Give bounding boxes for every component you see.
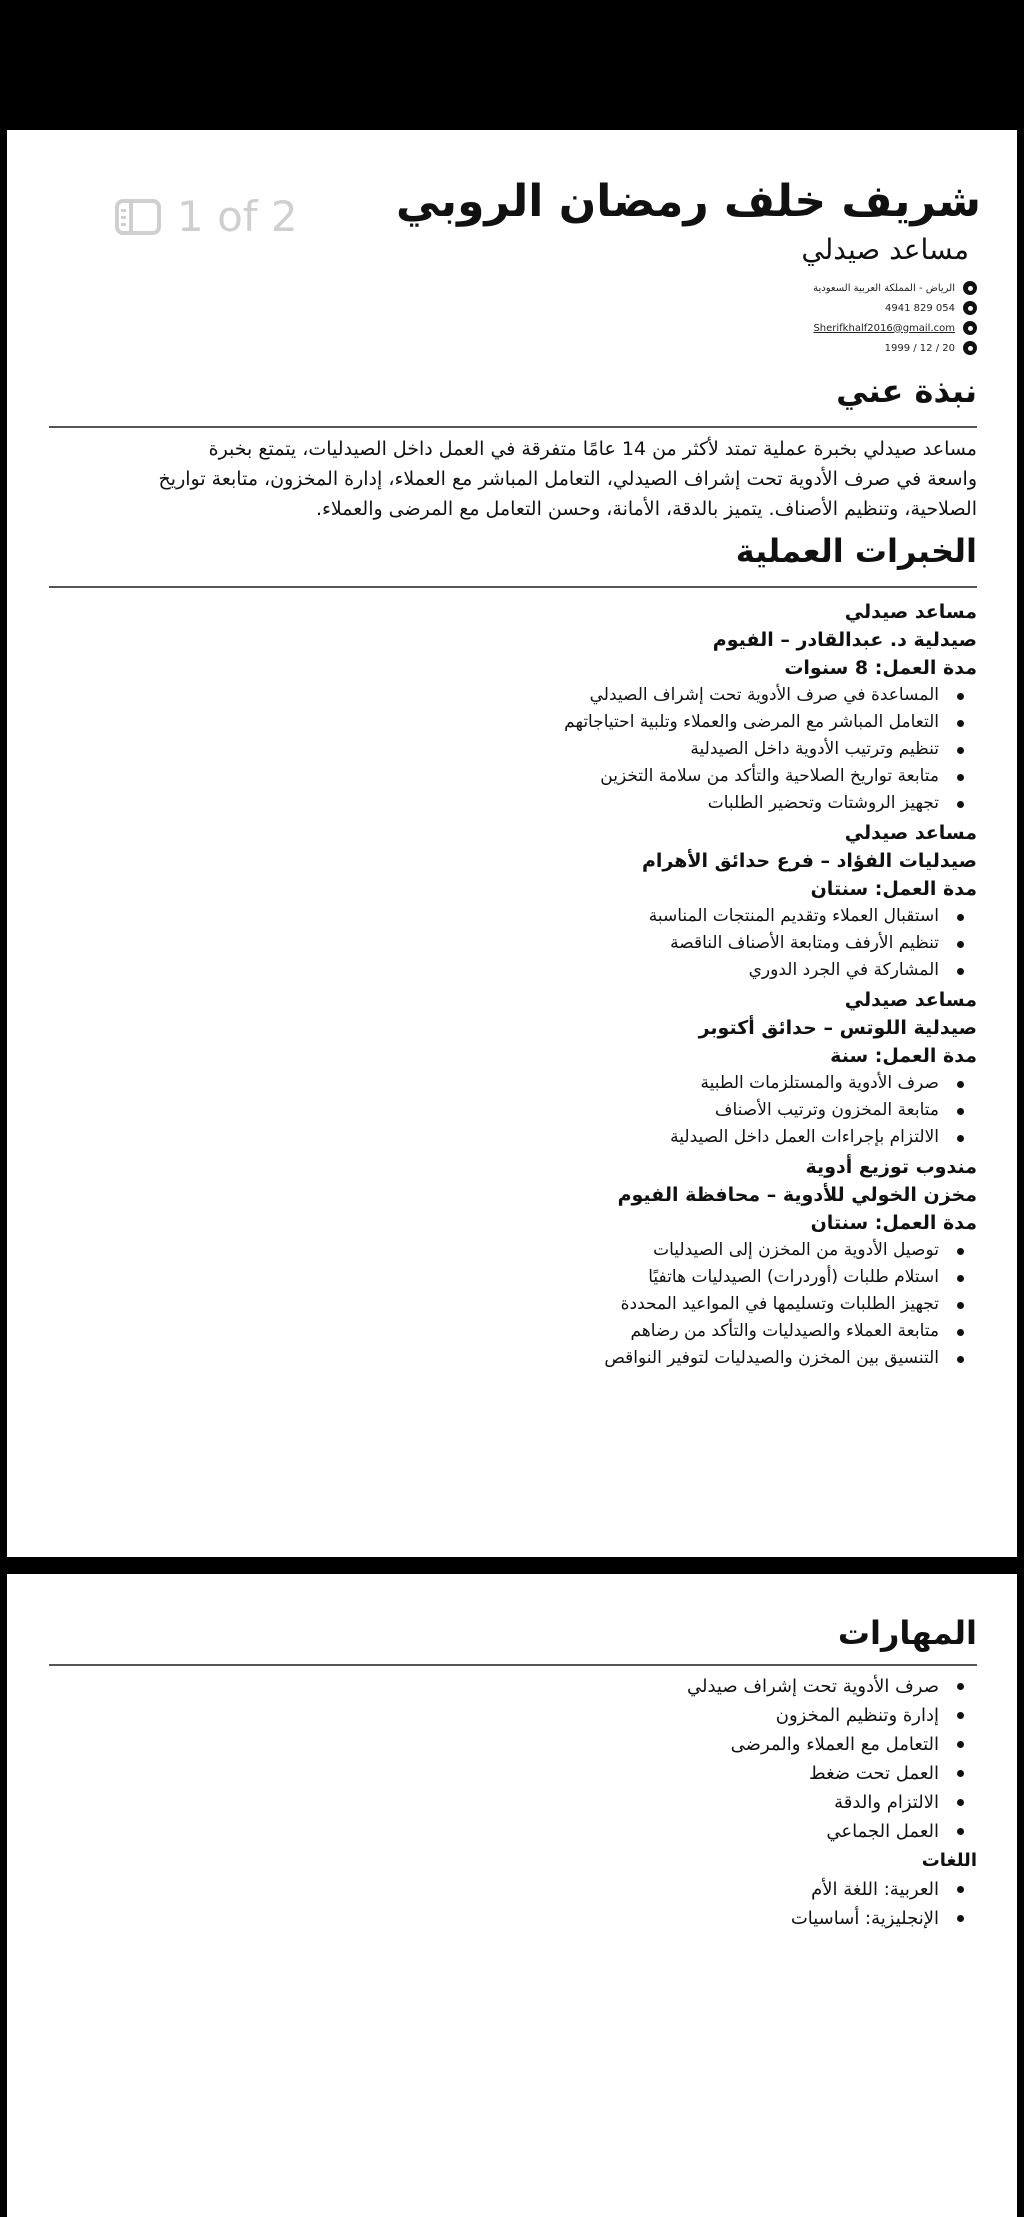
- skills-divider: [49, 1664, 977, 1666]
- contact-birthdate: [813, 338, 977, 358]
- languages-list: [77, 1875, 977, 1933]
- contact-birthdate-text: 20 / 12 / 1999: [884, 342, 955, 354]
- job-entry: [77, 819, 977, 984]
- job-place: صيدلية اللوتس – حدائق أكتوبر: [698, 1017, 977, 1039]
- job-place: مخزن الخولي للأدوية – محافظة الفيوم: [617, 1184, 977, 1206]
- list-item: العربية: اللغة الأم: [77, 1875, 939, 1904]
- calendar-icon: [963, 341, 977, 355]
- list-item: متابعة العملاء والصيدليات والتأكد من رضاهم: [77, 1318, 939, 1345]
- list-item: العمل الجماعي: [77, 1817, 939, 1846]
- skills-section: [77, 1672, 977, 1933]
- experience-list: [77, 598, 977, 1374]
- job-tasks: [77, 682, 977, 817]
- candidate-name: شريف خلف رمضان الروبي: [396, 176, 981, 227]
- list-item: العمل تحت ضغط: [77, 1759, 939, 1788]
- list-item: التعامل المباشر مع المرضى والعملاء وتلبية احتياجاتهم: [77, 709, 939, 736]
- list-item: صرف الأدوية والمستلزمات الطبية: [77, 1070, 939, 1097]
- list-item: تنظيم وترتيب الأدوية داخل الصيدلية: [77, 736, 939, 763]
- resume-page-2: [7, 1574, 1017, 2217]
- experience-divider: [49, 586, 977, 588]
- list-item: متابعة المخزون وترتيب الأصناف: [77, 1097, 939, 1124]
- list-item: المشاركة في الجرد الدوري: [77, 957, 939, 984]
- page-indicator-label: 1 of 2: [177, 192, 298, 241]
- job-duration: مدة العمل: 8 سنوات: [784, 657, 977, 679]
- job-role: مساعد صيدلي: [844, 822, 977, 844]
- job-place: صيدليات الفؤاد – فرع حدائق الأهرام: [641, 850, 977, 872]
- location-icon: [963, 281, 977, 295]
- list-item: الالتزام بإجراءات العمل داخل الصيدلية: [77, 1124, 939, 1151]
- job-entry: [77, 986, 977, 1151]
- job-duration: مدة العمل: سنتان: [810, 878, 977, 900]
- job-tasks: [77, 903, 977, 984]
- job-entry: [77, 598, 977, 817]
- skills-heading: المهارات: [837, 1614, 977, 1652]
- list-item: إدارة وتنظيم المخزون: [77, 1701, 939, 1730]
- candidate-title: مساعد صيدلي: [801, 233, 969, 266]
- job-duration: مدة العمل: سنتان: [810, 1212, 977, 1234]
- email-icon: [963, 321, 977, 335]
- list-item: استلام طلبات (أوردرات) الصيدليات هاتفيًا: [77, 1264, 939, 1291]
- contact-phone: [813, 298, 977, 318]
- job-entry: [77, 1153, 977, 1372]
- about-text: مساعد صيدلي بخبرة عملية تمتد لأكثر من 14 عامًا متفرقة في العمل داخل الصيدليات، يتمتع بخبرة واسعة في صرف الأدوية تحت إشراف الصيدلي، التعامل المباشر مع العملاء، إدارة المخزون، متابعة تواريخ الصلاحية، وتنظيم الأصناف. يتميز بالدقة، الأمانة، وحسن التعامل مع المرضى والعملاء.: [158, 438, 977, 520]
- contact-email-text[interactable]: Sherifkhalf2016@gmail.com: [813, 322, 955, 334]
- list-item: المساعدة في صرف الأدوية تحت إشراف الصيدلي: [77, 682, 939, 709]
- list-item: التعامل مع العملاء والمرضى: [77, 1730, 939, 1759]
- list-item: تجهيز الطلبات وتسليمها في المواعيد المحددة: [77, 1291, 939, 1318]
- job-role: مندوب توزيع أدوية: [805, 1156, 977, 1178]
- list-item: صرف الأدوية تحت إشراف صيدلي: [77, 1672, 939, 1701]
- languages-heading: اللغات: [921, 1850, 977, 1871]
- resume-page-1: [7, 130, 1017, 1557]
- viewer-top-bar: [0, 0, 1024, 130]
- list-item: تجهيز الروشتات وتحضير الطلبات: [77, 790, 939, 817]
- job-place: صيدلية د. عبدالقادر – الفيوم: [712, 629, 977, 651]
- job-duration: مدة العمل: سنة: [830, 1045, 977, 1067]
- list-item: متابعة تواريخ الصلاحية والتأكد من سلامة التخزين: [77, 763, 939, 790]
- phone-icon: [963, 301, 977, 315]
- pages-icon: [115, 199, 161, 235]
- page-indicator[interactable]: [115, 192, 298, 241]
- contact-phone-text: 054 829 4941: [884, 302, 955, 314]
- job-role: مساعد صيدلي: [844, 989, 977, 1011]
- contact-location-text: الرياض - المملكة العربية السعودية: [813, 282, 955, 294]
- list-item: التنسيق بين المخزن والصيدليات لتوفير النواقص: [77, 1345, 939, 1372]
- list-item: الإنجليزية: أساسيات: [77, 1904, 939, 1933]
- about-divider: [49, 426, 977, 428]
- contact-info: [813, 278, 977, 358]
- job-tasks: [77, 1237, 977, 1372]
- list-item: الالتزام والدقة: [77, 1788, 939, 1817]
- experience-heading: الخبرات العملية: [735, 532, 977, 570]
- about-heading: نبذة عني: [836, 372, 977, 410]
- skills-list: [77, 1672, 977, 1846]
- job-role: مساعد صيدلي: [844, 601, 977, 623]
- list-item: توصيل الأدوية من المخزن إلى الصيدليات: [77, 1237, 939, 1264]
- list-item: استقبال العملاء وتقديم المنتجات المناسبة: [77, 903, 939, 930]
- job-tasks: [77, 1070, 977, 1151]
- contact-email[interactable]: [813, 318, 977, 338]
- list-item: تنظيم الأرفف ومتابعة الأصناف الناقصة: [77, 930, 939, 957]
- contact-location: [813, 278, 977, 298]
